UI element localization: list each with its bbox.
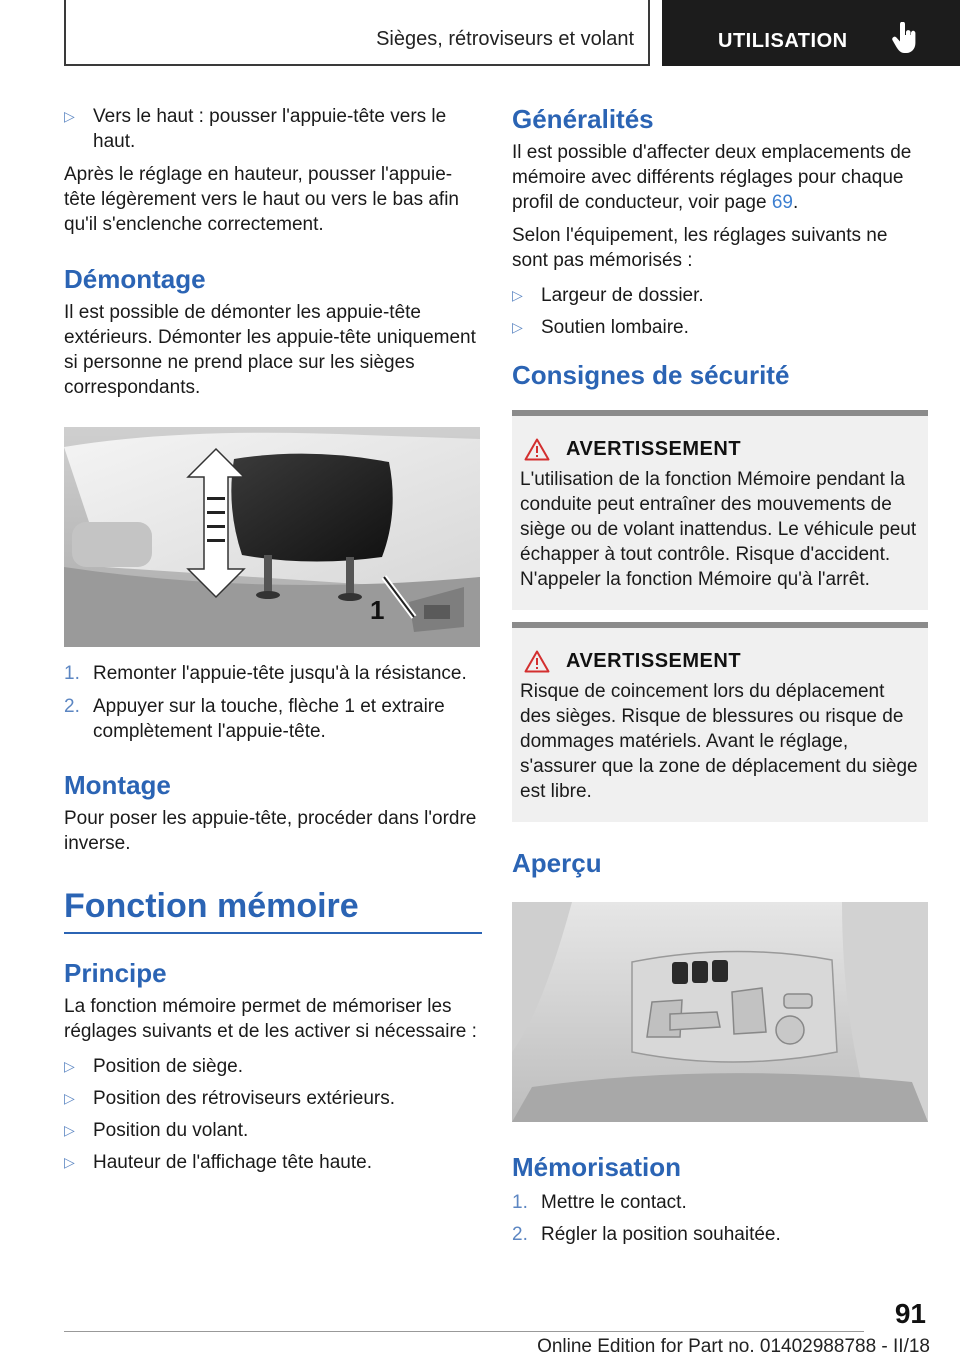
- list-item: 2. Régler la position souhaitée.: [512, 1224, 781, 1245]
- warning-text: L'utilisation de la fonction Mémoire pendant la conduite peut entraîner des mouvements de siège ou de volant inattendus. Le véhicule peut échapper à tout contrôle. Risque d'accident. N'appeler la fonction Mémoire qu'à l'arrêt.: [520, 469, 917, 590]
- title-rule: [64, 932, 482, 934]
- paragraph: Après le réglage en hauteur, pousser l'appuie-tête légèrement vers le haut ou vers le bas afin qu'il s'enclenche correctement.: [64, 164, 460, 235]
- seat-controls-illustration: [512, 902, 928, 1122]
- footer-edition: Online Edition for Part no. 01402988788 - II/18: [537, 1336, 930, 1357]
- paragraph: Selon l'équipement, les réglages suivants ne sont pas mémorisés :: [512, 225, 888, 271]
- section-title-consignes: Consignes de sécurité: [512, 360, 790, 390]
- warning-title: AVERTISSEMENT: [566, 438, 742, 460]
- paragraph: Il est possible de démonter les appuie-tête extérieurs. Démonter les appuie-tête uniquement si personne ne prend place sur les sièges correspondants.: [64, 302, 476, 398]
- paragraph: La fonction mémoire permet de mémoriser les réglages suivants et de les activer si nécessaire :: [64, 996, 477, 1042]
- list-item: 1. Remonter l'appuie-tête jusqu'à la résistance.: [64, 663, 467, 684]
- right-column: [512, 100, 928, 1247]
- list-item: ▷ Position des rétroviseurs extérieurs.: [64, 1088, 396, 1109]
- left-column: [64, 100, 482, 1175]
- page-number: 91: [894, 1298, 926, 1329]
- triangle-bullet-icon: ▷: [64, 108, 75, 124]
- list-item: ▷ Vers le haut : pousser l'appuie-tête vers le haut.: [64, 106, 447, 152]
- footer-rule: [64, 1331, 864, 1332]
- header-section-box: [64, 0, 650, 66]
- section-title-demontage: Démontage: [64, 264, 206, 294]
- triangle-bullet-icon: ▷: [64, 1090, 75, 1106]
- list-item: ▷ Largeur de dossier.: [512, 285, 704, 306]
- headrest-illustration: [64, 427, 480, 647]
- list-item: ▷ Position de siège.: [64, 1056, 243, 1077]
- header-chapter-label: UTILISATION: [718, 30, 848, 52]
- list-item: ▷ Soutien lombaire.: [512, 317, 689, 338]
- warning-box: [512, 622, 928, 822]
- section-title-principe: Principe: [64, 958, 167, 988]
- section-title-generalites: Généralités: [512, 104, 654, 134]
- warning-header: [520, 650, 920, 673]
- warning-text: Risque de coincement lors du déplacement des sièges. Risque de blessures ou risque de dommages matériels. Avant le réglage, s'assurer que la zone de déplacement du siège est libre.: [520, 681, 918, 802]
- paragraph: Pour poser les appuie-tête, procéder dans l'ordre inverse.: [64, 808, 477, 854]
- list-item: ▷ Position du volant.: [64, 1120, 249, 1141]
- warning-triangle-icon: [524, 438, 550, 461]
- figure-callout-number: 1: [370, 595, 385, 625]
- headrest-photo: [64, 427, 480, 647]
- warning-box: [512, 410, 928, 610]
- warning-title: AVERTISSEMENT: [566, 650, 742, 672]
- section-title-apercu: Aperçu: [512, 848, 602, 878]
- warning-header: [520, 438, 920, 461]
- list-item: ▷ Hauteur de l'affichage tête haute.: [64, 1152, 372, 1173]
- page-header: [0, 0, 960, 66]
- section-title-memorisation: Mémorisation: [512, 1152, 682, 1182]
- chapter-title-fonction-memoire: Fonction mémoire: [64, 887, 359, 925]
- list-item: 2. Appuyer sur la touche, flèche 1 et extraire complètement l'appuie-tête.: [64, 696, 445, 742]
- triangle-bullet-icon: ▷: [64, 1058, 75, 1074]
- triangle-bullet-icon: ▷: [64, 1122, 75, 1138]
- header-section-title: Sièges, rétroviseurs et volant: [376, 28, 634, 50]
- triangle-bullet-icon: ▷: [512, 319, 523, 335]
- header-chapter-tab[interactable]: [662, 0, 960, 66]
- hand-pointer-icon: [892, 22, 918, 54]
- page-reference-link[interactable]: 69: [771, 192, 793, 213]
- warning-triangle-icon: [524, 650, 550, 673]
- paragraph: Il est possible d'affecter deux emplacements de mémoire avec différents réglages pour chaque profil de conducteur, voir page 69.: [512, 142, 912, 213]
- list-item: 1. Mettre le contact.: [512, 1192, 687, 1213]
- seat-controls-photo: [512, 902, 928, 1122]
- triangle-bullet-icon: ▷: [512, 287, 523, 303]
- triangle-bullet-icon: ▷: [64, 1154, 75, 1170]
- section-title-montage: Montage: [64, 770, 171, 800]
